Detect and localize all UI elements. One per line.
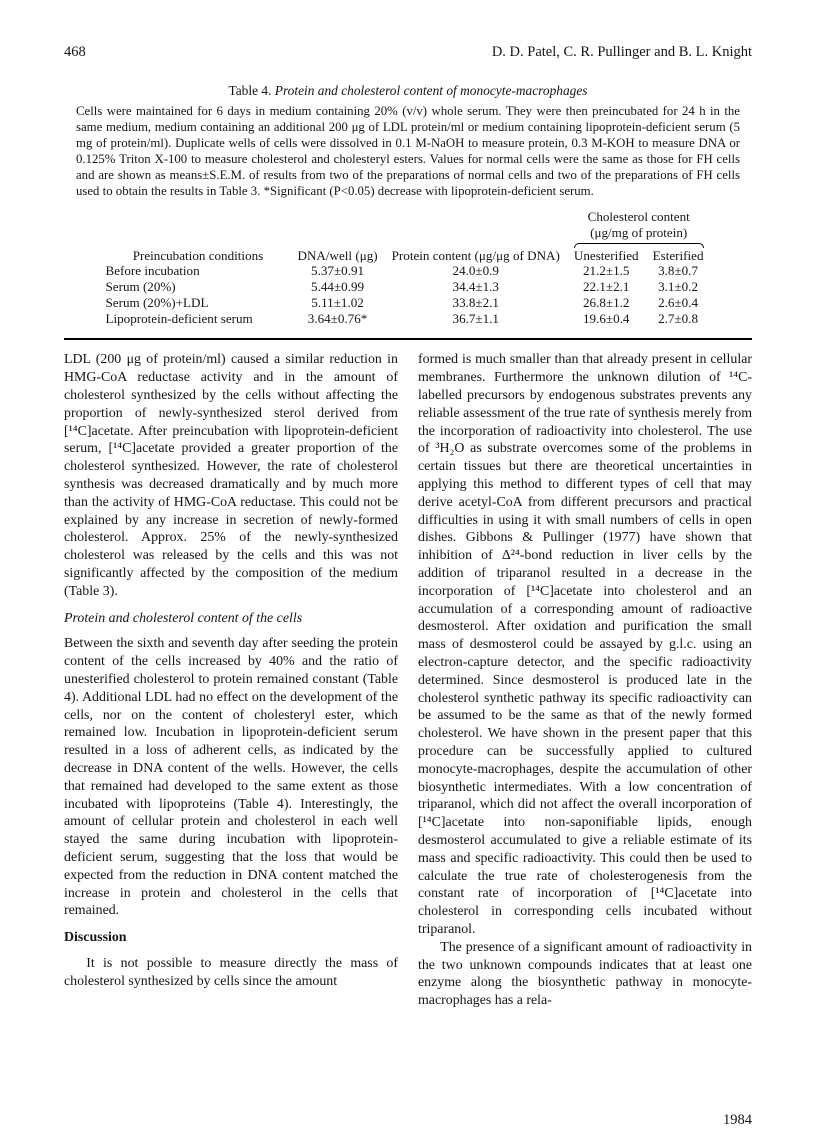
row-label: Before incubation xyxy=(105,263,200,279)
paragraph-ldl-reduction: LDL (200 μg of protein/ml) caused a similar reduction in HMG-CoA reductase activity and in the amount of cholesterol synthesized by the cells without affecting the proportion of newly-synthesized sterol derived from [¹⁴C]acetate. After preincubation with lipoprotein-deficient serum, [¹⁴C]acetate provided a greater proportion of the cholesterol synthesized. However, the rate of cholesterol synthesis was decreased dramatically and by much more than the activity of HMG-CoA reductase. This could not be explained by any increase in secretion of newly-formed cholesterol. Approx. 25% of the newly-synthesized cholesterol was released by the cells and this was not significantly affected by the composition of the medium (Table 3). xyxy=(64,352,398,599)
protein-value: 36.7±1.1 xyxy=(452,310,499,326)
table-row xyxy=(105,311,710,327)
paragraph-discussion-continued: formed is much smaller than that already present in cellular membranes. Furthermore the unknown dilution of ¹⁴C-labelled precursors by endogenous substrates prevents any reliable assessment of the true rate of synthesis merely from the incorporation of radioactivity into cholesterol. The use of ³H₂O as substrate overcomes some of the problems in certain tissues but there are theoretical uncertainties in applying this method to different types of cell that may derive acetyl-CoA from different precursors and practical difficulties in using it with small numbers of cells in open dishes. Gibbons & Pullinger (1977) have shown that inhibition of Δ²⁴-bond reduction in liver cells by the addition of triparanol resulted in a decrease in the incorporation of [¹⁴C]acetate into cholesterol and an accumulation of a corresponding amount of radioactive desmosterol. After oxidation and purification the small mass of desmosterol could be assayed by g.l.c. using an electron-capture detector, and the specific radioactivity determined. Since desmosterol is produced late in the cholesterol synthetic pathway its specific radioactivity can be assumed to be the same as that of the newly formed cholesterol. We have shown in the present paper that this procedure can be successfully applied to cultured monocyte-macrophages, despite the accumulation of other biosynthetic intermediates. With a low concentration of triparanol, which did not affect the overall incorporation of [¹⁴C]acetate into non-saponifiable lipids, enough desmosterol accumulated to give a reliable estimate of its mass and specific radioactivity. This could then be used to calculate the true rate of cholesterogenesis from the constant rate of incorporation of [¹⁴C]acetate into cholesterol in corresponding cells incubated without triparanol. xyxy=(418,352,752,937)
group-header-spacer xyxy=(105,209,566,247)
paragraph-radioactivity: The presence of a significant amount of radioactivity in the two unknown compounds indicates that at least one enzyme along the biosynthetic pathway in monocyte-macrophages has a rela- xyxy=(418,939,752,1009)
col-header-unesterified: Unesterified xyxy=(573,247,639,263)
left-column xyxy=(64,351,398,1009)
section-divider xyxy=(64,338,752,340)
col-header-dna xyxy=(290,248,384,264)
col-header-esterified: Esterified xyxy=(652,247,704,263)
body-columns xyxy=(64,351,752,1009)
page-number: 468 xyxy=(64,44,86,60)
table-description: Cells were maintained for 6 days in medium containing 20% (v/v) whole serum. They were then preincubated for 24 h in the same medium, medium containing an additional 200 μg of LDL protein/ml or medium containing lipoprotein-deficient serum (5 mg of protein/ml). Duplicate wells of cells were dissolved in 0.1 M-NaOH to measure protein, 0.3 M-KOH to measure DNA or 0.125% Triton X-100 to measure cholesterol and cholesteryl esters. Values for normal cells were the same as those for FH cells and are shown as means±S.E.M. of results from two of the preparations of normal cells and two of the preparations of FH cells used to obtain the results in Table 3. *Significant (P<0.05) decrease with lipoprotein-deficient serum. xyxy=(76,104,740,198)
col2-line1: DNA/well xyxy=(297,247,353,263)
right-column xyxy=(418,351,752,1009)
protein-value: 34.4±1.3 xyxy=(452,279,499,295)
table4 xyxy=(105,209,710,326)
table-row xyxy=(105,295,710,311)
group-header-line1: Cholesterol content xyxy=(587,209,690,225)
col-header-protein xyxy=(385,248,567,264)
dna-value: 5.11±1.02 xyxy=(311,294,364,310)
esterified-value: 3.8±0.7 xyxy=(658,263,698,279)
col3-line2: (μg/μg of DNA) xyxy=(474,247,560,263)
row-label: Serum (20%) xyxy=(105,279,176,295)
section-heading-discussion: Discussion xyxy=(64,930,127,946)
unesterified-value: 22.1±2.1 xyxy=(583,279,630,295)
esterified-value: 3.1±0.2 xyxy=(658,279,698,295)
col1-line1: Preincubation xyxy=(132,247,206,263)
col1-line2: conditions xyxy=(208,247,264,263)
esterified-value: 2.7±0.8 xyxy=(658,310,698,326)
row-label: Serum (20%)+LDL xyxy=(105,294,209,310)
unesterified-value: 26.8±1.2 xyxy=(583,294,630,310)
table4-body xyxy=(105,263,710,326)
unesterified-value: 19.6±0.4 xyxy=(583,310,630,326)
col3-line1: Protein content xyxy=(391,247,472,263)
table-caption-title: Protein and cholesterol content of monocyte-macrophages xyxy=(274,83,588,98)
running-authors: D. D. Patel, C. R. Pullinger and B. L. Knight xyxy=(491,44,752,60)
dna-value: 5.44±0.99 xyxy=(311,279,365,295)
table-caption xyxy=(76,83,740,99)
col-header-preincubation xyxy=(105,248,290,264)
row-label: Lipoprotein-deficient serum xyxy=(105,310,253,326)
esterified-value: 2.6±0.4 xyxy=(658,294,698,310)
section-heading-protein-cholesterol: Protein and cholesterol content of the cells xyxy=(64,610,303,626)
unesterified-value: 21.2±1.5 xyxy=(583,263,630,279)
paragraph-protein-content: Between the sixth and seventh day after seeding the protein content of the cells increased by 40% and the ratio of unesterified cholesterol to protein remained constant (Table 4). Additional LDL had no effect on the development of the cells, nor on the content of cholesteryl ester, which remained low. Incubation in lipoprotein-deficient serum resulted in a loss of adherent cells, as indicated by the decrease in DNA content of the wells. However, the cells that remained had developed to the same extent as those incubated with lipoproteins (Table 4). Interestingly, the amount of cellular protein and cholesterol in each well stayed the same during incubation with lipoprotein-deficient serum, suggesting that the loss that would be expected from the reduction in DNA content matched the increase in protein and cholesterol in the cells that remained. xyxy=(64,636,398,919)
group-header-line2: (μg/mg of protein) xyxy=(590,225,688,241)
protein-value: 33.8±2.1 xyxy=(452,294,499,310)
table-row xyxy=(105,263,710,279)
paragraph-discussion-start: It is not possible to measure directly the mass of cholesterol synthesized by cells since the amount xyxy=(64,955,398,989)
cholesterol-group-header xyxy=(567,209,711,247)
table4-header xyxy=(105,209,710,263)
table4-block xyxy=(76,83,740,326)
group-header-row xyxy=(105,209,710,247)
col2-line2: (μg) xyxy=(355,247,378,263)
year-footer: 1984 xyxy=(723,1112,752,1128)
table-caption-label: Table 4. xyxy=(228,83,272,98)
page-header xyxy=(64,44,752,61)
dna-value: 3.64±0.76* xyxy=(307,310,368,326)
table-row xyxy=(105,279,710,295)
column-header-row xyxy=(105,248,710,264)
protein-value: 24.0±0.9 xyxy=(452,263,499,279)
dna-value: 5.37±0.91 xyxy=(311,263,365,279)
